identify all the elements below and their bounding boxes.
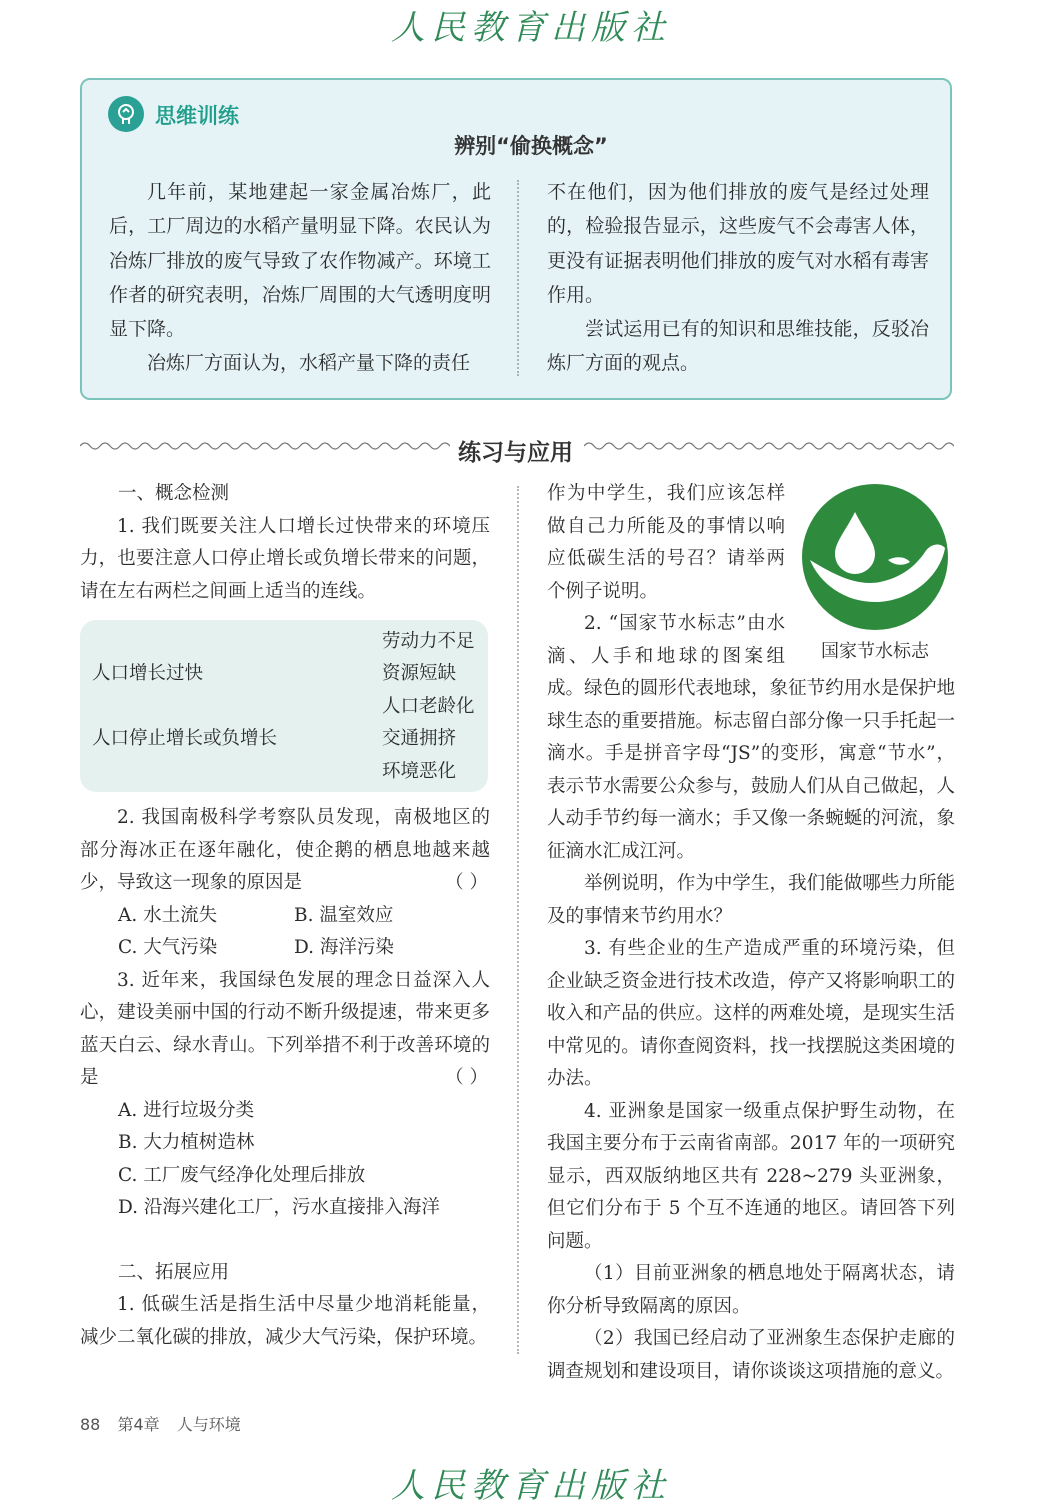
publisher-brand-bottom: 人民教育出版社 (391, 1466, 671, 1506)
option[interactable]: A. 水土流失 (118, 904, 218, 926)
page-number: 88 (80, 1415, 101, 1434)
extension-question-2: 2. “国家节水标志”由水滴、人手和地球的图案组成。绿色的圆形代表地球，象征节约用水是保护地球生态的重要措施。标志留白部分像一只手托起一滴水。手是拼音字母“JS”的变形，寓意“节水”，表示节水需要公众参与，鼓励人们从自己做起，人人动手节约每一滴水；手又像一条蜿蜒的河流，象征滴水汇成江河。 (547, 613, 955, 862)
question-3 (80, 965, 490, 1095)
thinking-head-icon (108, 96, 144, 132)
thinking-paragraph: 尝试运用已有的知识和思维技能，反驳冶炼厂方面的观点。 (547, 318, 929, 375)
answer-parentheses[interactable]: （ ） (445, 1067, 488, 1088)
match-right-item[interactable]: 交通拥挤 (382, 728, 457, 749)
match-right-item[interactable]: 资源短缺 (382, 663, 457, 684)
answer-parentheses[interactable]: （ ） (445, 872, 488, 893)
column-divider (517, 180, 519, 376)
match-left-item[interactable]: 人口增长过快 (92, 663, 204, 684)
option[interactable]: D. 海洋污染 (294, 937, 394, 958)
question-1: 1. 我们既要关注人口增长过快带来的环境压力，也要注意人口停止增长或负增长带来的问题，请在左右两栏之间画上适当的连线。 (80, 515, 490, 602)
wave-decoration (80, 438, 450, 454)
publisher-brand-top: 人民教育出版社 (391, 8, 671, 48)
logo-caption: 国家节水标志 (821, 641, 929, 662)
option[interactable]: B. 温室效应 (294, 904, 394, 926)
match-right-item[interactable]: 人口老龄化 (382, 696, 475, 717)
option[interactable]: C. 大气污染 (118, 937, 218, 958)
extension-question-1-continued: 作为中学生，我们应该怎样做自己力所能及的事情以响应低碳生活的号召？请举两个例子说明。 (547, 483, 785, 602)
match-right-item[interactable]: 环境恶化 (382, 761, 457, 782)
matching-box (80, 620, 488, 792)
extension-question-2-prompt: 举例说明，作为中学生，我们能做哪些力所能及的事情来节约用水？ (547, 873, 955, 927)
chapter-title: 人与环境 (176, 1415, 241, 1434)
extension-question-4-2: （2）我国已经启动了亚洲象生态保护走廊的调查规划和建设项目，请你谈谈这项措施的意义。 (547, 1328, 955, 1382)
extension-question-1: 1. 低碳生活是指生活中尽量少地消耗能量，减少二氧化碳的排放，减少大气污染，保护环境。 (80, 1294, 490, 1348)
match-right-item[interactable]: 劳动力不足 (382, 631, 475, 652)
extension-question-4-1: （1）目前亚洲象的栖息地处于隔离状态，请你分析导致隔离的原因。 (547, 1263, 955, 1317)
question-3-text: 3. 近年来，我国绿色发展的理念日益深入人心，建设美丽中国的行动不断升级提速，带来更多蓝天白云、绿水青山。下列举措不利于改善环境的是 (80, 969, 490, 1088)
exercise-left-column (80, 478, 490, 1354)
thinking-title: 辨别“偷换概念” (454, 134, 608, 158)
option[interactable]: C. 工厂废气经净化处理后排放 (118, 1164, 366, 1186)
thinking-paragraph: 冶炼厂方面认为，水稻产量下降的责任 (147, 352, 471, 375)
thinking-left-column (109, 175, 491, 381)
question-2 (80, 802, 490, 900)
page-footer (80, 1412, 253, 1435)
option-row (80, 932, 490, 965)
water-saving-logo-figure (795, 482, 955, 664)
thinking-paragraph: 几年前，某地建起一家金属冶炼厂，此后，工厂周边的水稻产量明显下降。农民认为冶炼厂排放的废气导致了农作物减产。环境工作者的研究表明，冶炼厂周围的大气透明度明显下降。 (109, 181, 491, 341)
option[interactable]: D. 沿海兴建化工厂，污水直接排入海洋 (118, 1197, 440, 1218)
part-heading: 一、概念检测 (118, 483, 230, 504)
column-divider (517, 486, 519, 1354)
extension-question-3: 3. 有些企业的生产造成严重的环境污染，但企业缺乏资金进行技术改造，停产又将影响职工的收入和产品的供应。这样的两难处境，是现实生活中常见的。请你查阅资料，找一找摆脱这类困境的办法。 (547, 938, 955, 1089)
option-row (80, 900, 490, 933)
match-left-item[interactable]: 人口停止增长或负增长 (92, 728, 278, 749)
question-2-text: 2. 我国南极科学考察队员发现，南极地区的部分海冰正在逐年融化，使企鹅的栖息地越来越少，导致这一现象的原因是 (80, 807, 490, 893)
option[interactable]: A. 进行垃圾分类 (118, 1099, 255, 1121)
water-saving-logo (800, 482, 950, 632)
part-heading: 二、拓展应用 (118, 1261, 230, 1283)
exercise-right-column (547, 478, 955, 1388)
thinking-right-column (547, 175, 929, 381)
wave-decoration (584, 438, 954, 454)
thinking-label: 思维训练 (155, 104, 239, 128)
section-title: 练习与应用 (458, 440, 573, 466)
extension-question-4: 4. 亚洲象是国家一级重点保护野生动物，在我国主要分布于云南省南部。2017 年的一项研究显示，西双版纳地区共有 228~279 头亚洲象，但它们分布于 5 个互不连通的地区。请回答下列问题。 (547, 1100, 955, 1252)
chapter-number: 第4章 (117, 1415, 160, 1434)
option[interactable]: B. 大力植树造林 (118, 1132, 255, 1153)
thinking-paragraph: 不在他们，因为他们排放的废气是经过处理的，检验报告显示，这些废气不会毒害人体，更没有证据表明他们排放的废气对水稻有毒害作用。 (547, 181, 929, 306)
